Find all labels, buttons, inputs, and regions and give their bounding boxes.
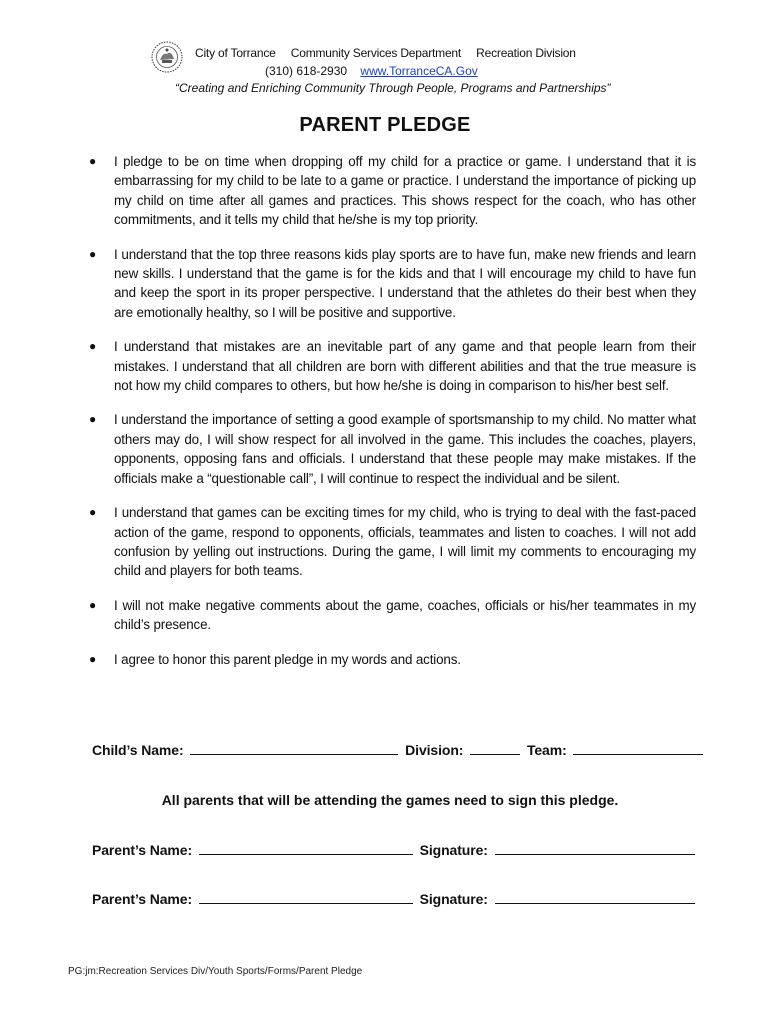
child-name-label: Child’s Name:	[92, 742, 184, 758]
signature-label: Signature:	[419, 842, 488, 858]
parent-signature-row-2	[92, 889, 698, 907]
signature-field[interactable]	[495, 889, 695, 904]
division-field[interactable]	[470, 740, 520, 755]
letterhead	[150, 40, 610, 100]
signature-field[interactable]	[495, 840, 695, 855]
bullet-icon: ●	[89, 246, 97, 261]
pledge-item	[86, 410, 696, 488]
website-link[interactable]: www.TorranceCA.Gov	[360, 64, 478, 78]
pledge-item	[86, 152, 696, 230]
division-name: Recreation Division	[476, 46, 576, 60]
pledge-text: I will not make negative comments about the game, coaches, officials or his/her teammates in my child’s presence.	[114, 597, 696, 633]
signature-label: Signature:	[419, 891, 488, 907]
pledge-text: I pledge to be on time when dropping off my child for a practice or game. I understand that it is embarrassing for my child to be late to a game or practice. I understand the importance of picking up my child on time after all games and practices. This shows respect for the coach, who has other commitments, and it tells my child that he/she is my top priority.	[114, 154, 696, 228]
pledge-text: I understand that the top three reasons kids play sports are to have fun, make new friends and learn new skills. I understand that the game is for the kids and that I will encourage my child to have fun and keep the sport in its proper perspective. I understand that the athletes do their best when they are emotionally healthy, so I will be positive and supportive.	[114, 246, 696, 320]
org-name: City of Torrance	[195, 46, 276, 60]
signature-notice: All parents that will be attending the games need to sign this pledge.	[161, 792, 619, 808]
bullet-icon: ●	[89, 505, 97, 520]
bullet-icon: ●	[89, 412, 97, 427]
page-title: PARENT PLEDGE	[299, 114, 471, 136]
header-contact-line	[265, 64, 478, 78]
pledge-item	[86, 503, 696, 581]
team-field[interactable]	[573, 740, 703, 755]
pledge-list	[86, 152, 696, 669]
department-name: Community Services Department	[290, 46, 462, 60]
footer-path: PG:jm:Recreation Services Div/Youth Sports/Forms/Parent Pledge	[68, 966, 363, 977]
pledge-text: I understand that games can be exciting times for my child, who is trying to deal with the fast-paced action of the game, respond to opponents, officials, teammates and listen to coaches. I will not add confusion by yelling out instructions. During the game, I will limit my comments to encouraging my child and players for both teams.	[114, 505, 696, 579]
pledge-item	[86, 245, 696, 323]
parent-name-field[interactable]	[199, 889, 413, 904]
pledge-text: I agree to honor this parent pledge in my words and actions.	[114, 651, 461, 667]
pledge-item	[86, 337, 696, 395]
parent-name-field[interactable]	[199, 840, 413, 855]
pledge-text: I understand that mistakes are an inevitable part of any game and that people learn from their mistakes. I understand that all children are born with different abilities and that the true measure is not how my child compares to others, but how he/she is doing in comparison to his/her best self.	[114, 339, 696, 394]
pledge-text: I understand the importance of setting a good example of sportsmanship to my child. No matter what others may do, I will show respect for all involved in the game. This includes the coaches, players, opponents, opposing fans and officials. I understand that these people may make mistakes. If the officials make a “questionable call”, I will continue to respect the individual and be silent.	[114, 412, 696, 486]
parent-name-label: Parent’s Name:	[92, 842, 193, 858]
child-name-field[interactable]	[190, 740, 398, 755]
bullet-icon: ●	[89, 597, 97, 612]
phone-number: (310) 618-2930	[265, 64, 348, 78]
pledge-item	[86, 596, 696, 635]
parent-signature-row-1	[92, 840, 698, 858]
parent-name-label: Parent’s Name:	[92, 891, 193, 907]
child-info-row	[92, 740, 706, 758]
bullet-icon: ●	[89, 339, 97, 354]
header-org-line	[195, 46, 588, 60]
team-label: Team:	[526, 742, 567, 758]
pledge-item	[86, 650, 696, 669]
city-seal-icon	[150, 40, 184, 74]
bullet-icon: ●	[89, 154, 97, 168]
tagline: “Creating and Enriching Community Through People, Programs and Partnerships”	[175, 81, 611, 95]
bullet-icon: ●	[89, 651, 97, 666]
division-label: Division:	[405, 742, 464, 758]
